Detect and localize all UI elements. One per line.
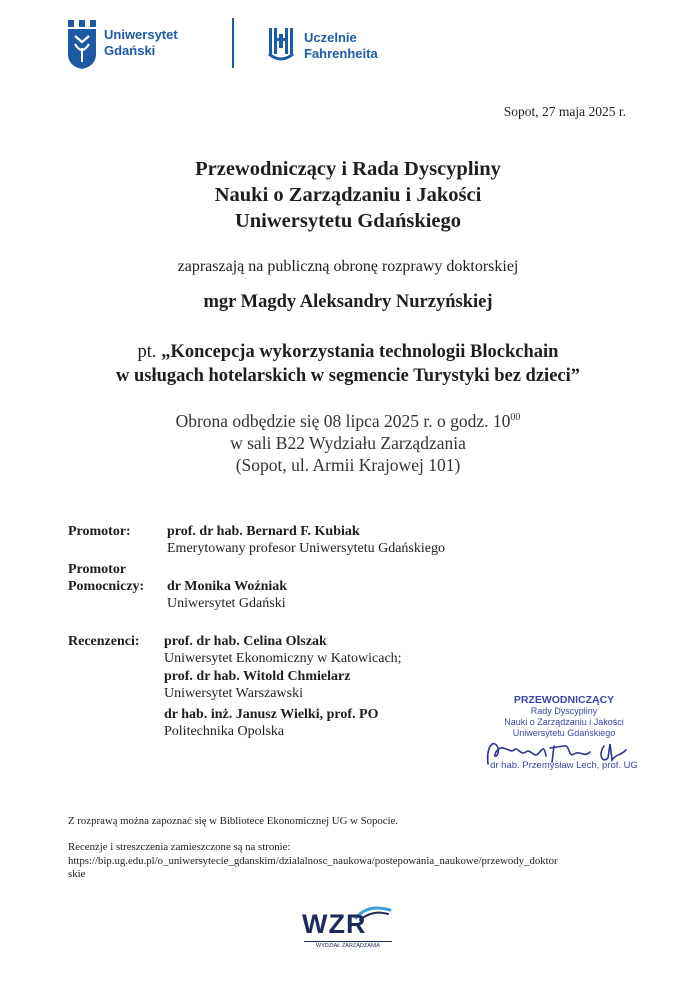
invitation-text: zapraszają na publiczną obronę rozprawy doktorskiej bbox=[177, 258, 519, 275]
reviews-note: Recenzje i streszczenia zamieszczone są na stronie: bbox=[68, 841, 291, 853]
ug-logo-line2: Gdański bbox=[104, 43, 156, 58]
stamp-line-2: Rady Dyscypliny bbox=[530, 706, 598, 716]
thesis-prefix: pt. bbox=[137, 342, 157, 362]
title-line-2: Nauki o Zarządzaniu i Jakości bbox=[214, 184, 482, 206]
stamp-signatory: dr hab. Przemysław Lech, prof. UG bbox=[490, 760, 638, 771]
fahrenheit-logo-line2: Fahrenheita bbox=[304, 46, 378, 61]
wzr-logo bbox=[298, 902, 398, 954]
reviewer-2-affiliation: Uniwersytet Warszawski bbox=[164, 686, 303, 701]
assistant-promotor-label-2: Pomocniczy: bbox=[68, 579, 145, 594]
reviewers-label: Recenzenci: bbox=[68, 634, 140, 649]
fahrenheit-logo bbox=[266, 26, 386, 66]
document-date: Sopot, 27 maja 2025 r. bbox=[503, 104, 626, 119]
assistant-promotor-affiliation: Uniwersytet Gdański bbox=[167, 596, 286, 611]
defense-info bbox=[0, 410, 696, 476]
defense-datetime: Obrona odbędzie się 08 lipca 2025 r. o godz. 10 bbox=[175, 411, 511, 431]
thesis-title-line-2: w usługach hotelarskich w segmencie Turystyki bez dzieci” bbox=[115, 366, 581, 386]
assistant-promotor-name: dr Monika Woźniak bbox=[167, 579, 288, 594]
defense-line-1 bbox=[0, 410, 696, 432]
library-note: Z rozprawą można zapoznać się w Bibliotece Ekonomicznej UG w Sopocie. bbox=[68, 815, 399, 827]
reviewer-3-affiliation: Politechnika Opolska bbox=[164, 724, 285, 739]
promotor-name: prof. dr hab. Bernard F. Kubiak bbox=[167, 524, 360, 539]
reviewer-3-name: dr hab. inż. Janusz Wielki, prof. PO bbox=[164, 707, 379, 722]
stamp-line-3: Nauki o Zarządzaniu i Jakości bbox=[504, 717, 624, 727]
reviews-url-line-1[interactable]: https://bip.ug.edu.pl/o_uniwersytecie_gdanskim/dzialalnosc_naukowa/postepowania_naukowe/przewody_doktor bbox=[68, 855, 558, 867]
promotor-label: Promotor: bbox=[68, 524, 131, 539]
title-line-3: Uniwersytetu Gdańskiego bbox=[234, 210, 462, 232]
defense-time-minutes: 00 bbox=[510, 412, 521, 423]
ug-logo bbox=[66, 18, 206, 70]
reviewer-1-affiliation: Uniwersytet Ekonomiczny w Katowicach; bbox=[164, 651, 402, 666]
wzr-logo-text: WZR bbox=[302, 909, 367, 939]
wzr-logo-underline bbox=[304, 941, 392, 942]
assistant-promotor-label-1: Promotor bbox=[68, 562, 127, 577]
fahrenheit-crest-icon bbox=[266, 26, 296, 62]
title-line-1: Przewodniczący i Rada Dyscypliny bbox=[195, 158, 501, 180]
ug-logo-line1: Uniwersytet bbox=[104, 27, 178, 42]
candidate-name: mgr Magdy Aleksandry Nurzyńskiej bbox=[203, 292, 493, 312]
stamp-line-1: PRZEWODNICZĄCY bbox=[513, 694, 615, 706]
logo-divider bbox=[232, 18, 234, 68]
defense-room: w sali B22 Wydziału Zarządzania bbox=[230, 433, 466, 453]
ug-crest-icon bbox=[66, 18, 98, 70]
defense-address: (Sopot, ul. Armii Krajowej 101) bbox=[235, 455, 461, 475]
official-stamp bbox=[476, 694, 652, 739]
wzr-logo-caption: WYDZIAŁ ZARZĄDZANIA bbox=[315, 943, 381, 949]
reviews-url-line-2[interactable]: skie bbox=[68, 868, 86, 880]
stamp-line-4: Uniwersytetu Gdańskiego bbox=[512, 728, 616, 738]
reviewer-1-name: prof. dr hab. Celina Olszak bbox=[164, 634, 327, 649]
promotor-affiliation: Emerytowany profesor Uniwersytetu Gdańskiego bbox=[167, 541, 445, 556]
reviewer-2-name: prof. dr hab. Witold Chmielarz bbox=[164, 669, 351, 684]
thesis-line-1 bbox=[0, 340, 696, 364]
thesis-title-line-1: „Koncepcja wykorzystania technologii Blockchain bbox=[161, 342, 559, 362]
fahrenheit-logo-line1: Uczelnie bbox=[304, 30, 357, 45]
thesis-title bbox=[0, 340, 696, 388]
thesis-line-2 bbox=[0, 364, 696, 388]
